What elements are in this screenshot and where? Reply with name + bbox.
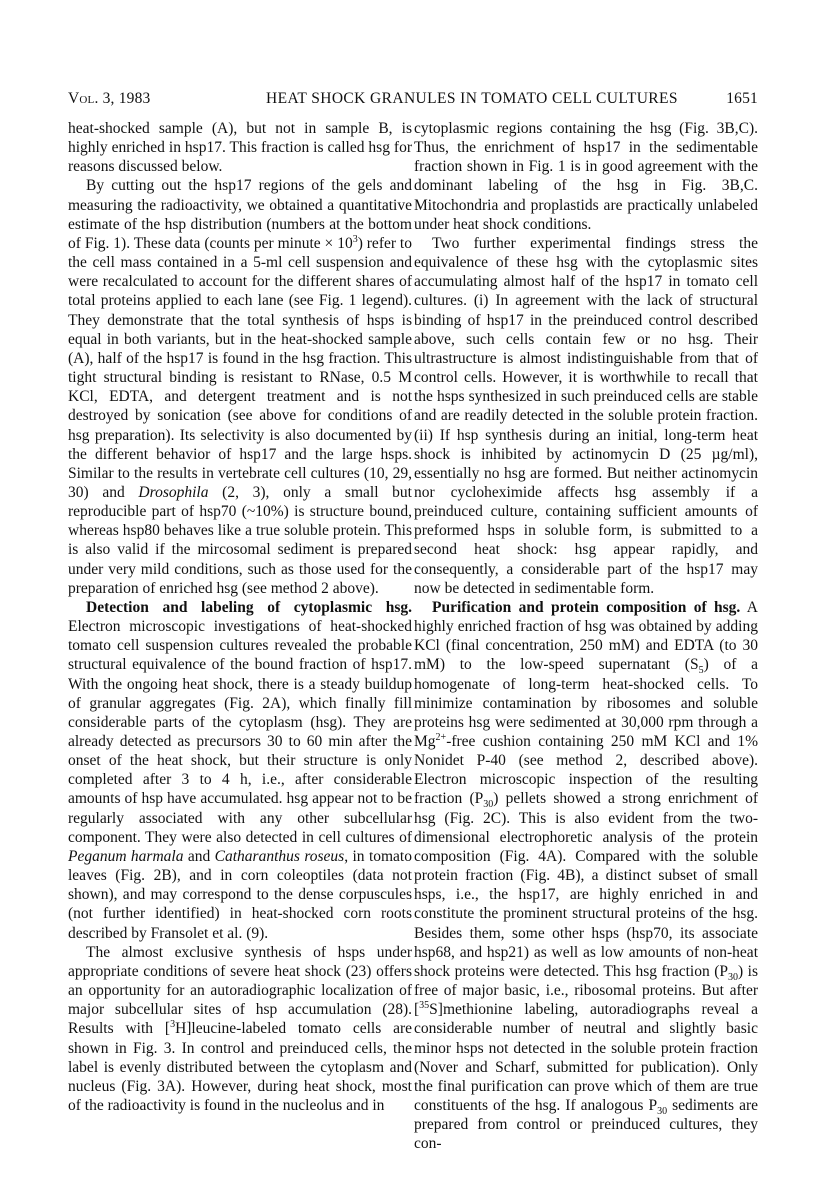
- paragraph: Purification and protein composition of hsg. A highly enriched fraction of hsg was obtained by adding KCl (final concentration, 250 mM) and EDTA (to 30 mM) to the low-speed supernatant $(S_5)$ of a homogenate of long-term heat-shocked cells. To minimize contamination by ribosomes and soluble proteins hsg were sedimented at 30,000 rpm through a $Mg^{2+}$-free cushion containing 250 mM KCl and 1% Nonidet P-40 (see method 2, described above). Electron microscopic inspection of the resulting fraction $(P_{30})$ pellets showed a strong enrichment of hsg (Fig. 2C). This is also evident from the two-dimensional electrophoretic analysis of the protein composition (Fig. 4A). Compared with the soluble protein fraction (Fig. 4B), a distinct subset of small hsps, i.e., the hsp17, are highly enriched in and constitute the prominent structural proteins of the hsg. Besides them, some other hsps (hsp70, its associate hsp68, and hsp21) as well as low amounts of non-heat shock proteins were detected. This hsg fraction $(P_{30})$ is free of major basic, i.e., ribosomal proteins. But after [$^{35}$S]methionine labeling, autoradiographs reveal a considerable number of neutral and slightly basic minor hsps not detected in the soluble protein fraction (Nover and Scharf, submitted for publication). Only the final purification can prove which of them are true constituents of the hsg. If analogous $P_{30}$ sediments are prepared from control or preinduced cultures, they con-: [414, 598, 758, 1153]
- section-heading: Detection and labeling of cytoplasmic hsg.: [86, 598, 412, 616]
- paragraph: Two further experimental findings stress the equivalence of these hsg with the cytoplasmic sites accumulating almost half of the hsp17 in tomato cell cultures. (i) In agreement with the lack of structural binding of hsp17 in the preinduced control described above, such cells contain few or no hsg. Their ultrastructure is almost indistinguishable from that of control cells. However, it is worthwhile to recall that the hsps synthesized in such preinduced cells are stable and are readily detected in the soluble protein fraction. (ii) If hsp synthesis during an initial, long-term heat shock is inhibited by actinomycin D (25 µg/ml), essentially no hsg are formed. But neither actinomycin nor cycloheximide affects hsg assembly if a preinduced culture, containing sufficient amounts of preformed hsps in soluble form, is submitted to a second heat shock: hsg appear rapidly, and consequently, a considerable part of the hsp17 may now be detected in sedimentable form.: [414, 234, 758, 597]
- running-title: HEAT SHOCK GRANULES IN TOMATO CELL CULTURES: [266, 90, 678, 107]
- running-header: [68, 90, 758, 114]
- paragraph: By cutting out the hsp17 regions of the gels and measuring the radioactivity, we obtained a quantitative estimate of the hsp distribution (numbers at the bottom of Fig. 1). These data (counts per minute × $10^3$) refer to the cell mass contained in a 5-ml cell suspension and were recalculated to account for the different shares of total proteins applied to each lane (see Fig. 1 legend). They demonstrate that the total synthesis of hsps is equal in both variants, but in the heat-shocked sample (A), half of the hsp17 is found in the hsg fraction. This tight structural binding is resistant to RNase, 0.5 M KCl, EDTA, and detergent treatment and is not destroyed by sonication (see above for conditions of hsg preparation). Its selectivity is also documented by the different behavior of hsp17 and the large hsps. Similar to the results in vertebrate cell cultures (10, 29, 30) and Drosophila (2, 3), only a small but reproducible part of hsp70 (~10%) is structure bound, whereas hsp80 behaves like a true soluble protein. This is also valid if the mircosomal sediment is prepared under very mild conditions, such as those used for the preparation of enriched hsg (see method 2 above).: [68, 177, 412, 597]
- paragraph: Detection and labeling of cytoplasmic hsg. Electron microscopic investigations of heat-shocked tomato cell suspension cultures revealed the probable structural equivalence of the bound fraction of hsp17. With the ongoing heat shock, there is a steady buildup of granular aggregates (Fig. 2A), which finally fill considerable parts of the cytoplasm (hsg). They are already detected as precursors 30 to 60 min after the onset of the heat shock, but their structure is only completed after 3 to 4 h, i.e., after considerable amounts of hsp have accumulated. hsg appear not to be regularly associated with any other subcellular component. They were also detected in cell cultures of Peganum harmala and Catharanthus roseus, in tomato leaves (Fig. 2B), and in corn coleoptiles (data not shown), and may correspond to the dense corpuscules (not further identified) in heat-shocked corn roots described by Fransolet et al. (9).: [68, 598, 412, 942]
- section-heading: Purification and protein composition of hsg.: [432, 598, 741, 616]
- left-column: [68, 119, 412, 1115]
- page-number: 1651: [726, 90, 758, 107]
- right-column: [414, 119, 758, 1153]
- paragraph: heat-shocked sample (A), but not in sample B, is highly enriched in hsp17. This fraction is called hsg for reasons discussed below.: [68, 120, 412, 176]
- paragraph: cytoplasmic regions containing the hsg (Fig. 3B,C). Thus, the enrichment of hsp17 in the sedimentable fraction shown in Fig. 1 is in good agreement with the dominant labeling of the hsg in Fig. 3B,C. Mitochondria and proplastids are practically unlabeled under heat shock conditions.: [414, 120, 758, 233]
- paragraph: The almost exclusive synthesis of hsps under appropriate conditions of severe heat shock (23) offers an opportunity for an autoradiographic localization of major subcellular sites of hsp accumulation (28). Results with [$^3$H]leucine-labeled tomato cells are shown in Fig. 3. In control and preinduced cells, the label is evenly distributed between the cytoplasm and nucleus (Fig. 3A). However, during heat shock, most of the radioactivity is found in the nucleolus and in: [68, 943, 412, 1114]
- volume-label: Vol. 3, 1983: [68, 90, 151, 107]
